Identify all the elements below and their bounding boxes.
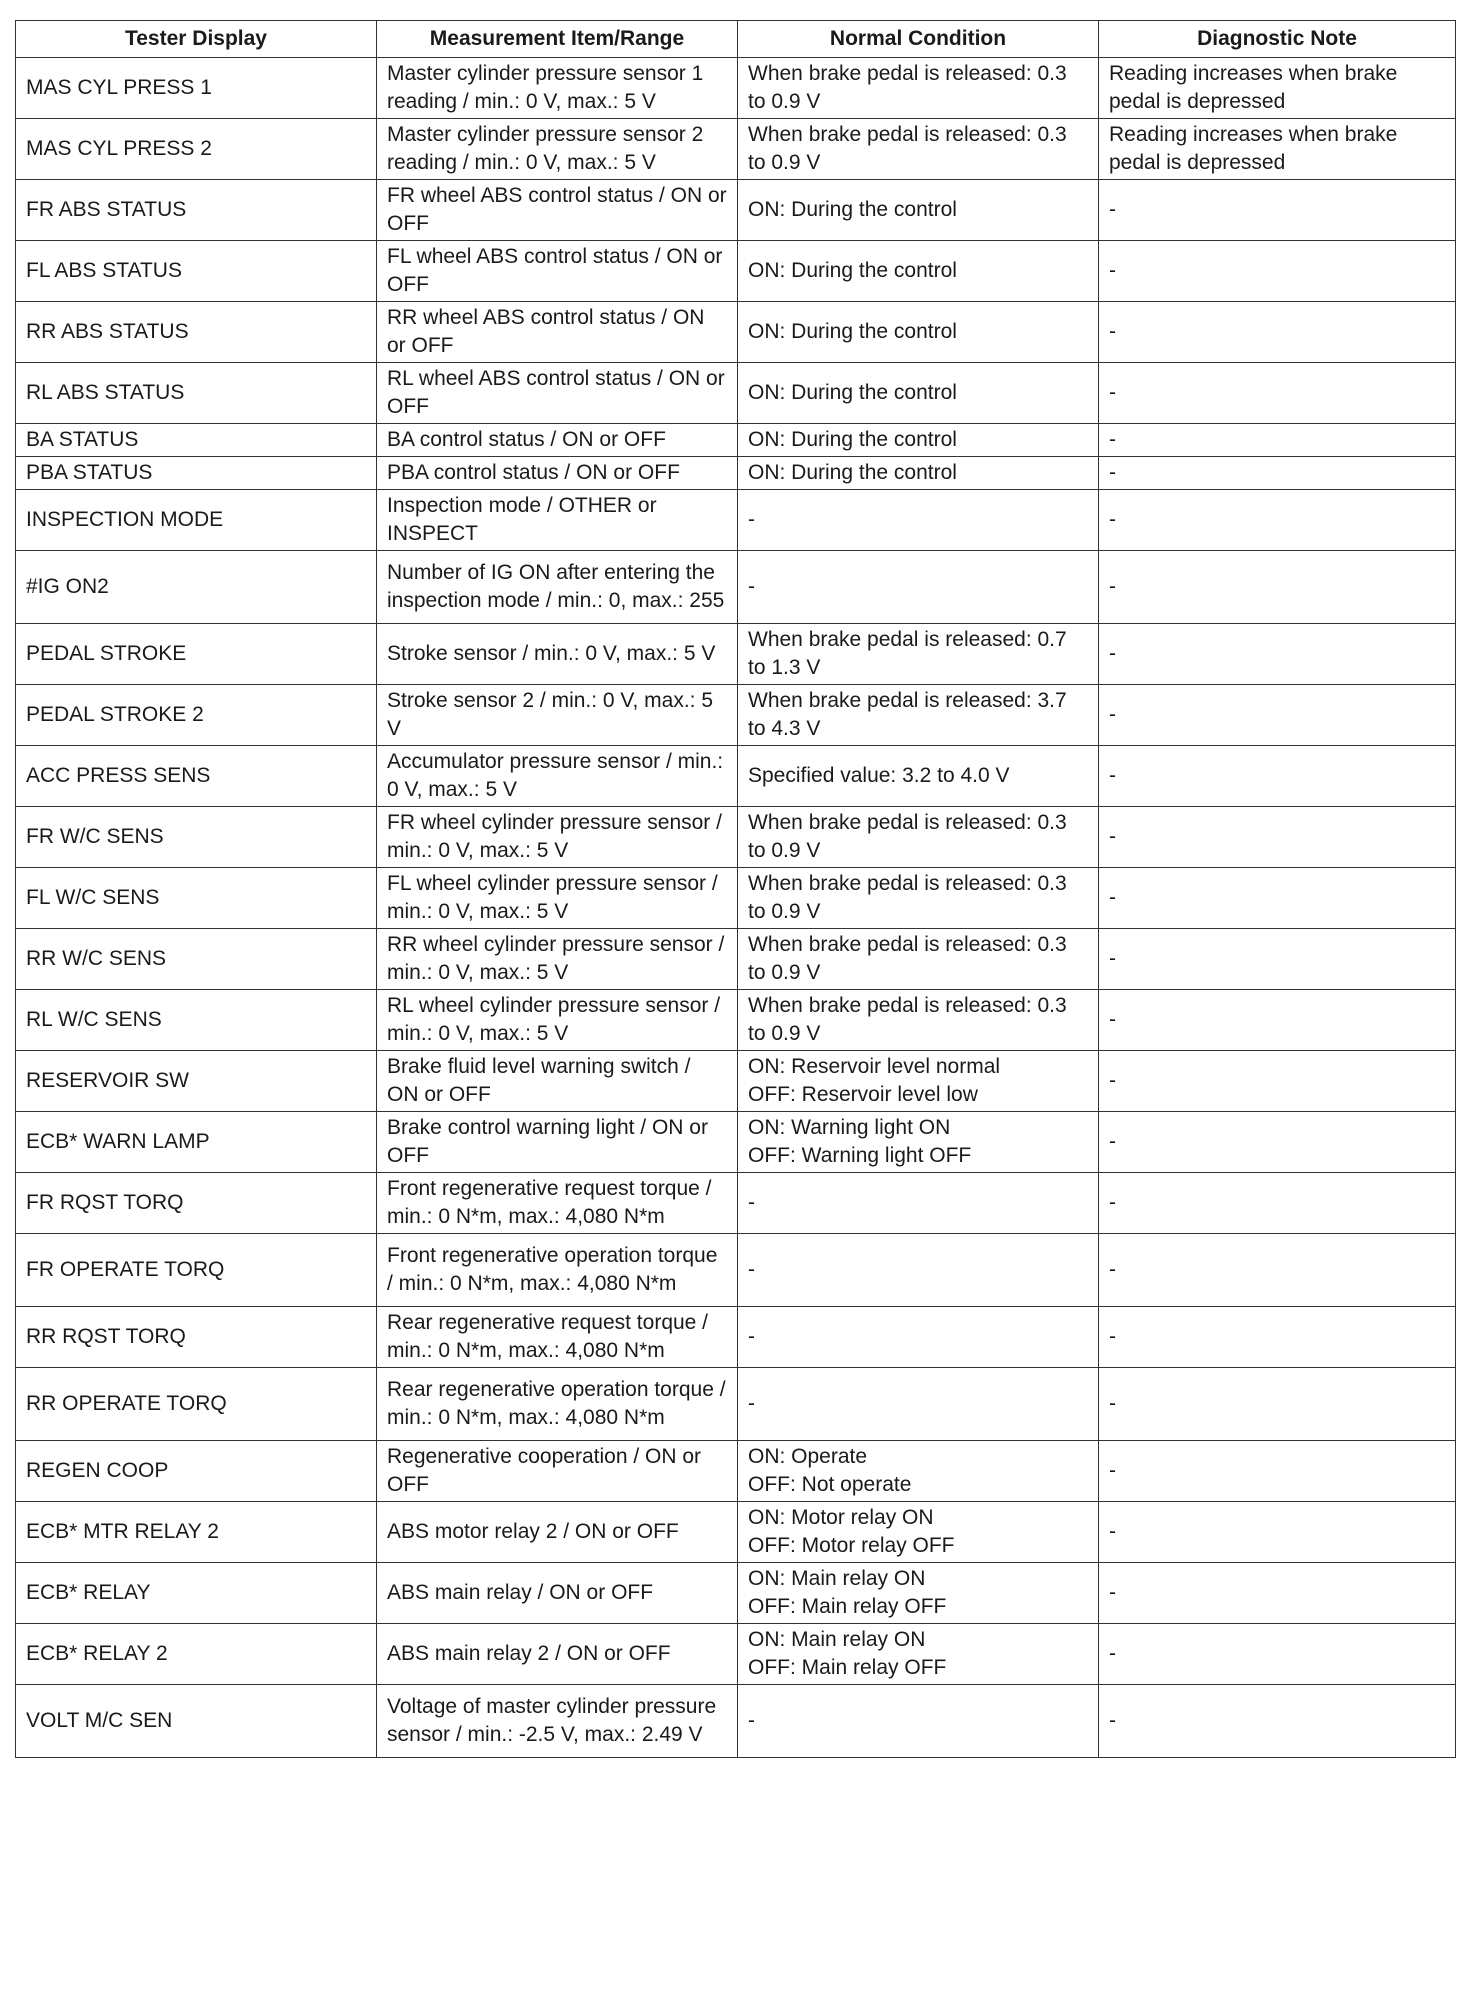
- cell-diagnostic-note: -: [1099, 457, 1456, 490]
- cell-tester-display: ECB* RELAY 2: [16, 1624, 377, 1685]
- cell-normal-condition: ON: Main relay ON OFF: Main relay OFF: [738, 1624, 1099, 1685]
- table-row: [16, 624, 1456, 685]
- cell-tester-display: ACC PRESS SENS: [16, 746, 377, 807]
- table-row: [16, 1307, 1456, 1368]
- cell-measurement-item: Stroke sensor / min.: 0 V, max.: 5 V: [377, 624, 738, 685]
- cell-measurement-item: ABS main relay / ON or OFF: [377, 1563, 738, 1624]
- cell-tester-display: RL ABS STATUS: [16, 363, 377, 424]
- document-page: [15, 20, 1455, 1758]
- cell-diagnostic-note: Reading increases when brake pedal is depressed: [1099, 58, 1456, 119]
- cell-diagnostic-note: -: [1099, 490, 1456, 551]
- cell-tester-display: FR OPERATE TORQ: [16, 1234, 377, 1307]
- cell-normal-condition: ON: Operate OFF: Not operate: [738, 1441, 1099, 1502]
- cell-normal-condition: When brake pedal is released: 0.7 to 1.3 V: [738, 624, 1099, 685]
- cell-normal-condition: -: [738, 1307, 1099, 1368]
- cell-measurement-item: RR wheel cylinder pressure sensor / min.: 0 V, max.: 5 V: [377, 929, 738, 990]
- cell-measurement-item: FR wheel cylinder pressure sensor / min.: 0 V, max.: 5 V: [377, 807, 738, 868]
- cell-diagnostic-note: -: [1099, 807, 1456, 868]
- cell-tester-display: ECB* RELAY: [16, 1563, 377, 1624]
- cell-diagnostic-note: -: [1099, 1307, 1456, 1368]
- table-row: [16, 180, 1456, 241]
- cell-normal-condition: -: [738, 1685, 1099, 1758]
- table-row: [16, 1112, 1456, 1173]
- cell-measurement-item: RR wheel ABS control status / ON or OFF: [377, 302, 738, 363]
- cell-tester-display: ECB* MTR RELAY 2: [16, 1502, 377, 1563]
- table-row: [16, 363, 1456, 424]
- cell-measurement-item: Brake control warning light / ON or OFF: [377, 1112, 738, 1173]
- cell-normal-condition: When brake pedal is released: 0.3 to 0.9 V: [738, 807, 1099, 868]
- cell-tester-display: RR ABS STATUS: [16, 302, 377, 363]
- cell-tester-display: PEDAL STROKE: [16, 624, 377, 685]
- cell-diagnostic-note: -: [1099, 1112, 1456, 1173]
- table-row: [16, 551, 1456, 624]
- cell-normal-condition: ON: During the control: [738, 302, 1099, 363]
- cell-diagnostic-note: -: [1099, 868, 1456, 929]
- cell-normal-condition: When brake pedal is released: 0.3 to 0.9 V: [738, 990, 1099, 1051]
- cell-tester-display: FR ABS STATUS: [16, 180, 377, 241]
- cell-tester-display: FL ABS STATUS: [16, 241, 377, 302]
- cell-diagnostic-note: -: [1099, 302, 1456, 363]
- cell-tester-display: RL W/C SENS: [16, 990, 377, 1051]
- table-row: [16, 868, 1456, 929]
- cell-normal-condition: ON: During the control: [738, 424, 1099, 457]
- cell-diagnostic-note: -: [1099, 624, 1456, 685]
- cell-measurement-item: FL wheel ABS control status / ON or OFF: [377, 241, 738, 302]
- cell-tester-display: FR W/C SENS: [16, 807, 377, 868]
- cell-tester-display: RR OPERATE TORQ: [16, 1368, 377, 1441]
- cell-diagnostic-note: -: [1099, 685, 1456, 746]
- cell-measurement-item: Front regenerative request torque / min.: 0 N*m, max.: 4,080 N*m: [377, 1173, 738, 1234]
- data-list-table: [15, 20, 1456, 1758]
- header-measurement-item: Measurement Item/Range: [377, 21, 738, 58]
- table-row: [16, 990, 1456, 1051]
- cell-diagnostic-note: -: [1099, 241, 1456, 302]
- cell-tester-display: RESERVOIR SW: [16, 1051, 377, 1112]
- header-normal-condition: Normal Condition: [738, 21, 1099, 58]
- cell-measurement-item: Number of IG ON after entering the inspection mode / min.: 0, max.: 255: [377, 551, 738, 624]
- cell-normal-condition: Specified value: 3.2 to 4.0 V: [738, 746, 1099, 807]
- cell-tester-display: PEDAL STROKE 2: [16, 685, 377, 746]
- table-row: [16, 1173, 1456, 1234]
- cell-measurement-item: Rear regenerative operation torque / min.: 0 N*m, max.: 4,080 N*m: [377, 1368, 738, 1441]
- table-row: [16, 1441, 1456, 1502]
- cell-normal-condition: When brake pedal is released: 0.3 to 0.9 V: [738, 58, 1099, 119]
- cell-measurement-item: Rear regenerative request torque / min.: 0 N*m, max.: 4,080 N*m: [377, 1307, 738, 1368]
- table-row: [16, 424, 1456, 457]
- cell-diagnostic-note: -: [1099, 1441, 1456, 1502]
- cell-tester-display: FR RQST TORQ: [16, 1173, 377, 1234]
- cell-diagnostic-note: -: [1099, 1685, 1456, 1758]
- cell-normal-condition: -: [738, 1234, 1099, 1307]
- table-row: [16, 807, 1456, 868]
- cell-normal-condition: When brake pedal is released: 3.7 to 4.3 V: [738, 685, 1099, 746]
- table-row: [16, 1685, 1456, 1758]
- table-row: [16, 1051, 1456, 1112]
- table-row: [16, 119, 1456, 180]
- cell-measurement-item: Inspection mode / OTHER or INSPECT: [377, 490, 738, 551]
- cell-tester-display: ECB* WARN LAMP: [16, 1112, 377, 1173]
- table-row: [16, 685, 1456, 746]
- cell-normal-condition: -: [738, 1173, 1099, 1234]
- cell-normal-condition: ON: During the control: [738, 457, 1099, 490]
- cell-diagnostic-note: -: [1099, 424, 1456, 457]
- cell-tester-display: VOLT M/C SEN: [16, 1685, 377, 1758]
- cell-tester-display: REGEN COOP: [16, 1441, 377, 1502]
- cell-measurement-item: BA control status / ON or OFF: [377, 424, 738, 457]
- cell-measurement-item: ABS motor relay 2 / ON or OFF: [377, 1502, 738, 1563]
- cell-diagnostic-note: -: [1099, 1624, 1456, 1685]
- cell-diagnostic-note: -: [1099, 990, 1456, 1051]
- cell-diagnostic-note: -: [1099, 1563, 1456, 1624]
- cell-diagnostic-note: Reading increases when brake pedal is depressed: [1099, 119, 1456, 180]
- cell-measurement-item: ABS main relay 2 / ON or OFF: [377, 1624, 738, 1685]
- cell-diagnostic-note: -: [1099, 1234, 1456, 1307]
- header-diagnostic-note: Diagnostic Note: [1099, 21, 1456, 58]
- cell-tester-display: RR W/C SENS: [16, 929, 377, 990]
- cell-measurement-item: RL wheel ABS control status / ON or OFF: [377, 363, 738, 424]
- table-row: [16, 490, 1456, 551]
- table-row: [16, 302, 1456, 363]
- cell-normal-condition: When brake pedal is released: 0.3 to 0.9 V: [738, 929, 1099, 990]
- cell-tester-display: RR RQST TORQ: [16, 1307, 377, 1368]
- header-tester-display: Tester Display: [16, 21, 377, 58]
- cell-measurement-item: Stroke sensor 2 / min.: 0 V, max.: 5 V: [377, 685, 738, 746]
- cell-measurement-item: Voltage of master cylinder pressure sensor / min.: -2.5 V, max.: 2.49 V: [377, 1685, 738, 1758]
- cell-measurement-item: Brake fluid level warning switch / ON or OFF: [377, 1051, 738, 1112]
- cell-normal-condition: ON: Motor relay ON OFF: Motor relay OFF: [738, 1502, 1099, 1563]
- cell-diagnostic-note: -: [1099, 929, 1456, 990]
- cell-diagnostic-note: -: [1099, 180, 1456, 241]
- cell-normal-condition: ON: During the control: [738, 241, 1099, 302]
- cell-diagnostic-note: -: [1099, 551, 1456, 624]
- table-row: [16, 241, 1456, 302]
- cell-normal-condition: -: [738, 551, 1099, 624]
- cell-diagnostic-note: -: [1099, 1173, 1456, 1234]
- cell-tester-display: MAS CYL PRESS 2: [16, 119, 377, 180]
- cell-diagnostic-note: -: [1099, 1502, 1456, 1563]
- table-header-row: [16, 21, 1456, 58]
- cell-diagnostic-note: -: [1099, 746, 1456, 807]
- cell-diagnostic-note: -: [1099, 1051, 1456, 1112]
- cell-measurement-item: Accumulator pressure sensor / min.: 0 V, max.: 5 V: [377, 746, 738, 807]
- cell-normal-condition: -: [738, 490, 1099, 551]
- table-row: [16, 1624, 1456, 1685]
- table-row: [16, 746, 1456, 807]
- table-row: [16, 1368, 1456, 1441]
- cell-tester-display: MAS CYL PRESS 1: [16, 58, 377, 119]
- table-row: [16, 1502, 1456, 1563]
- cell-tester-display: FL W/C SENS: [16, 868, 377, 929]
- cell-tester-display: PBA STATUS: [16, 457, 377, 490]
- table-row: [16, 1234, 1456, 1307]
- cell-measurement-item: Master cylinder pressure sensor 1 reading / min.: 0 V, max.: 5 V: [377, 58, 738, 119]
- table-row: [16, 929, 1456, 990]
- cell-normal-condition: ON: During the control: [738, 180, 1099, 241]
- cell-diagnostic-note: -: [1099, 1368, 1456, 1441]
- table-row: [16, 58, 1456, 119]
- cell-normal-condition: ON: During the control: [738, 363, 1099, 424]
- cell-measurement-item: FR wheel ABS control status / ON or OFF: [377, 180, 738, 241]
- cell-tester-display: BA STATUS: [16, 424, 377, 457]
- cell-measurement-item: Master cylinder pressure sensor 2 reading / min.: 0 V, max.: 5 V: [377, 119, 738, 180]
- cell-measurement-item: Front regenerative operation torque / min.: 0 N*m, max.: 4,080 N*m: [377, 1234, 738, 1307]
- cell-normal-condition: -: [738, 1368, 1099, 1441]
- cell-diagnostic-note: -: [1099, 363, 1456, 424]
- cell-tester-display: INSPECTION MODE: [16, 490, 377, 551]
- cell-measurement-item: PBA control status / ON or OFF: [377, 457, 738, 490]
- cell-normal-condition: When brake pedal is released: 0.3 to 0.9 V: [738, 119, 1099, 180]
- cell-measurement-item: FL wheel cylinder pressure sensor / min.: 0 V, max.: 5 V: [377, 868, 738, 929]
- cell-normal-condition: ON: Main relay ON OFF: Main relay OFF: [738, 1563, 1099, 1624]
- cell-normal-condition: ON: Warning light ON OFF: Warning light OFF: [738, 1112, 1099, 1173]
- cell-normal-condition: ON: Reservoir level normal OFF: Reservoir level low: [738, 1051, 1099, 1112]
- cell-normal-condition: When brake pedal is released: 0.3 to 0.9 V: [738, 868, 1099, 929]
- cell-measurement-item: Regenerative cooperation / ON or OFF: [377, 1441, 738, 1502]
- cell-measurement-item: RL wheel cylinder pressure sensor / min.: 0 V, max.: 5 V: [377, 990, 738, 1051]
- table-row: [16, 1563, 1456, 1624]
- table-body: [16, 58, 1456, 1758]
- cell-tester-display: #IG ON2: [16, 551, 377, 624]
- table-row: [16, 457, 1456, 490]
